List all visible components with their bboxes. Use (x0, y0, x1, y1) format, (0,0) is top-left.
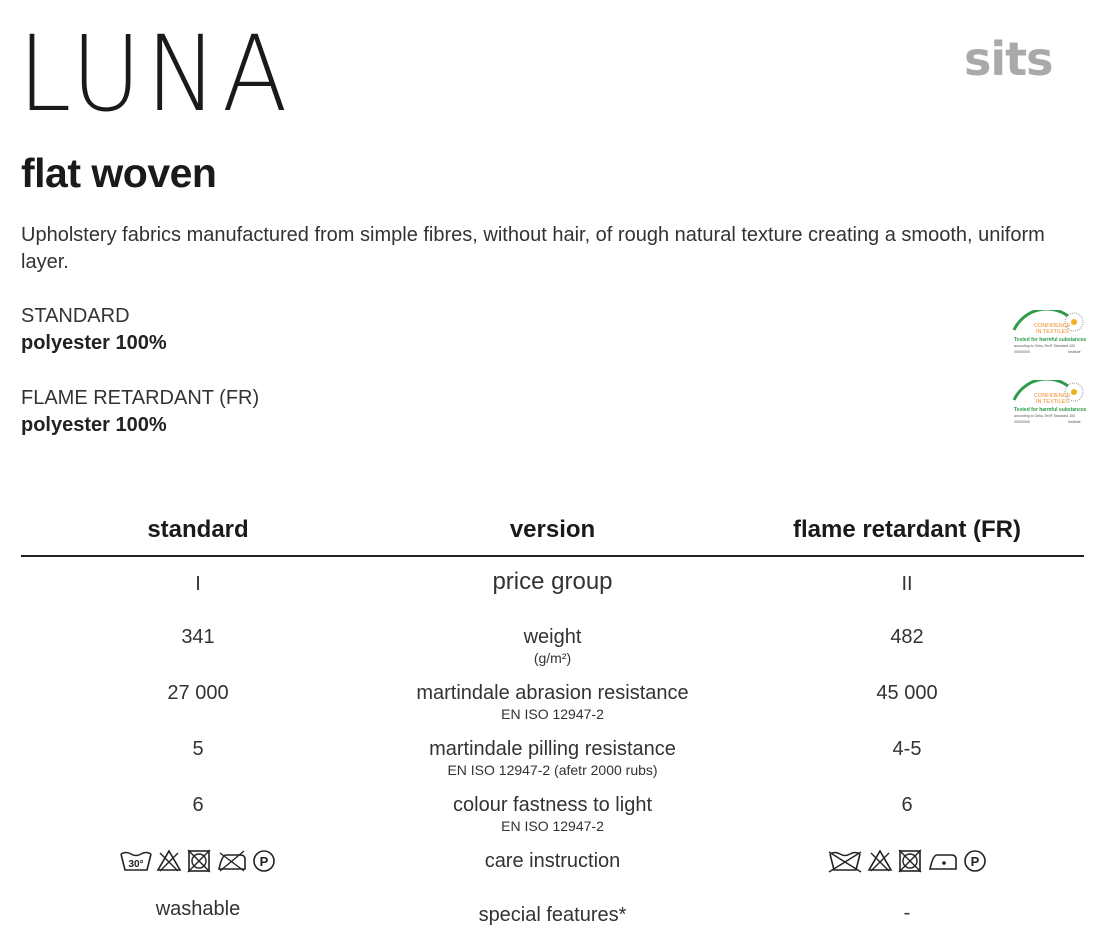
cert-institute: Institute (1068, 350, 1081, 354)
param-label: weight (523, 626, 582, 648)
cert-line2: IN TEXTILES (1036, 329, 1069, 335)
cert-line1: CONFIDENCE (1034, 323, 1071, 329)
table-row (21, 778, 1084, 834)
cert-code: 00000000 (1014, 420, 1030, 424)
param-cell (375, 834, 730, 888)
param-label: special features* (478, 904, 627, 926)
no-bleach-icon (156, 849, 182, 873)
standard-care-icons (21, 834, 375, 888)
no-iron-icon (216, 849, 248, 873)
fr-value: 4-5 (892, 738, 922, 760)
param-norm: EN ISO 12947-2 (501, 706, 604, 722)
table-row (21, 666, 1084, 722)
no-tumble-dry-icon (186, 849, 212, 873)
param-unit: (g/m²) (533, 650, 572, 666)
fr-value: - (903, 902, 911, 924)
param-cell (375, 610, 730, 666)
standard-value: 27 000 (167, 682, 229, 704)
no-wash-icon (827, 849, 863, 873)
table-row (21, 834, 1084, 888)
param-cell (375, 888, 730, 942)
cert-line4: according to Oeko-Tex® Standard 100 (1014, 414, 1076, 418)
standard-value: washable (155, 898, 241, 920)
cert-line3: Tested for harmful substances (1014, 407, 1086, 413)
standard-value: I (195, 573, 201, 595)
wash-temp: 30° (128, 859, 144, 870)
cert-line1: CONFIDENCE (1034, 393, 1071, 399)
table-row (21, 610, 1084, 666)
no-tumble-dry-icon (897, 849, 923, 873)
param-cell (375, 722, 730, 778)
category-title: flat woven (21, 150, 217, 196)
oeko-tex-certificate-icon (1012, 310, 1086, 360)
fr-value: 482 (890, 626, 924, 648)
param-label: care instruction (484, 850, 621, 872)
standard-value: 341 (181, 626, 215, 648)
cert-institute: Institute (1068, 420, 1081, 424)
param-cell (375, 778, 730, 834)
fr-value: 6 (901, 794, 913, 816)
header-standard: standard (21, 505, 375, 556)
param-label: price group (492, 568, 613, 595)
spec-fr-value: polyester 100% (21, 414, 167, 436)
cert-code: 00000000 (1014, 350, 1030, 354)
cert-line3: Tested for harmful substances (1014, 337, 1086, 343)
param-norm: EN ISO 12947-2 (501, 818, 604, 834)
brand-logo: sits (964, 32, 1053, 86)
cert-line4: according to Oeko-Tex® Standard 100 (1014, 344, 1076, 348)
fr-care-icons (730, 834, 1084, 888)
product-title: LUNA (18, 13, 293, 135)
table-row (21, 556, 1084, 610)
param-norm: EN ISO 12947-2 (afetr 2000 rubs) (447, 762, 658, 778)
table-row (21, 888, 1084, 942)
param-label: colour fastness to light (453, 794, 652, 816)
parameters-table (21, 505, 1084, 942)
param-cell (375, 556, 730, 610)
fr-value: 45 000 (876, 682, 938, 704)
dry-clean-p-icon (963, 849, 987, 873)
table-header-row (21, 505, 1084, 556)
oeko-tex-certificate-icon (1012, 380, 1086, 430)
spec-fr-title: FLAME RETARDANT (FR) (21, 387, 260, 409)
header-version: version (375, 505, 730, 556)
dry-clean-letter: P (259, 854, 269, 869)
cert-line2: IN TEXTILES (1036, 399, 1069, 405)
standard-value: 6 (192, 794, 204, 816)
table-row (21, 722, 1084, 778)
no-bleach-icon (867, 849, 893, 873)
wash-30-icon (120, 849, 152, 873)
param-cell (375, 666, 730, 722)
dry-clean-p-icon (252, 849, 276, 873)
fr-value: II (901, 573, 913, 595)
spec-standard-value: polyester 100% (21, 332, 167, 354)
dry-clean-letter: P (970, 854, 980, 869)
param-label: martindale abrasion resistance (416, 682, 689, 704)
param-label: martindale pilling resistance (429, 738, 676, 760)
description: Upholstery fabrics manufactured from simple fibres, without hair, of rough natural texture creating a smooth, uniform layer. (21, 224, 1045, 273)
standard-value: 5 (192, 738, 204, 760)
spec-standard-title: STANDARD (21, 305, 130, 327)
header-flame-retardant: flame retardant (FR) (730, 505, 1084, 556)
iron-low-icon (927, 849, 959, 873)
